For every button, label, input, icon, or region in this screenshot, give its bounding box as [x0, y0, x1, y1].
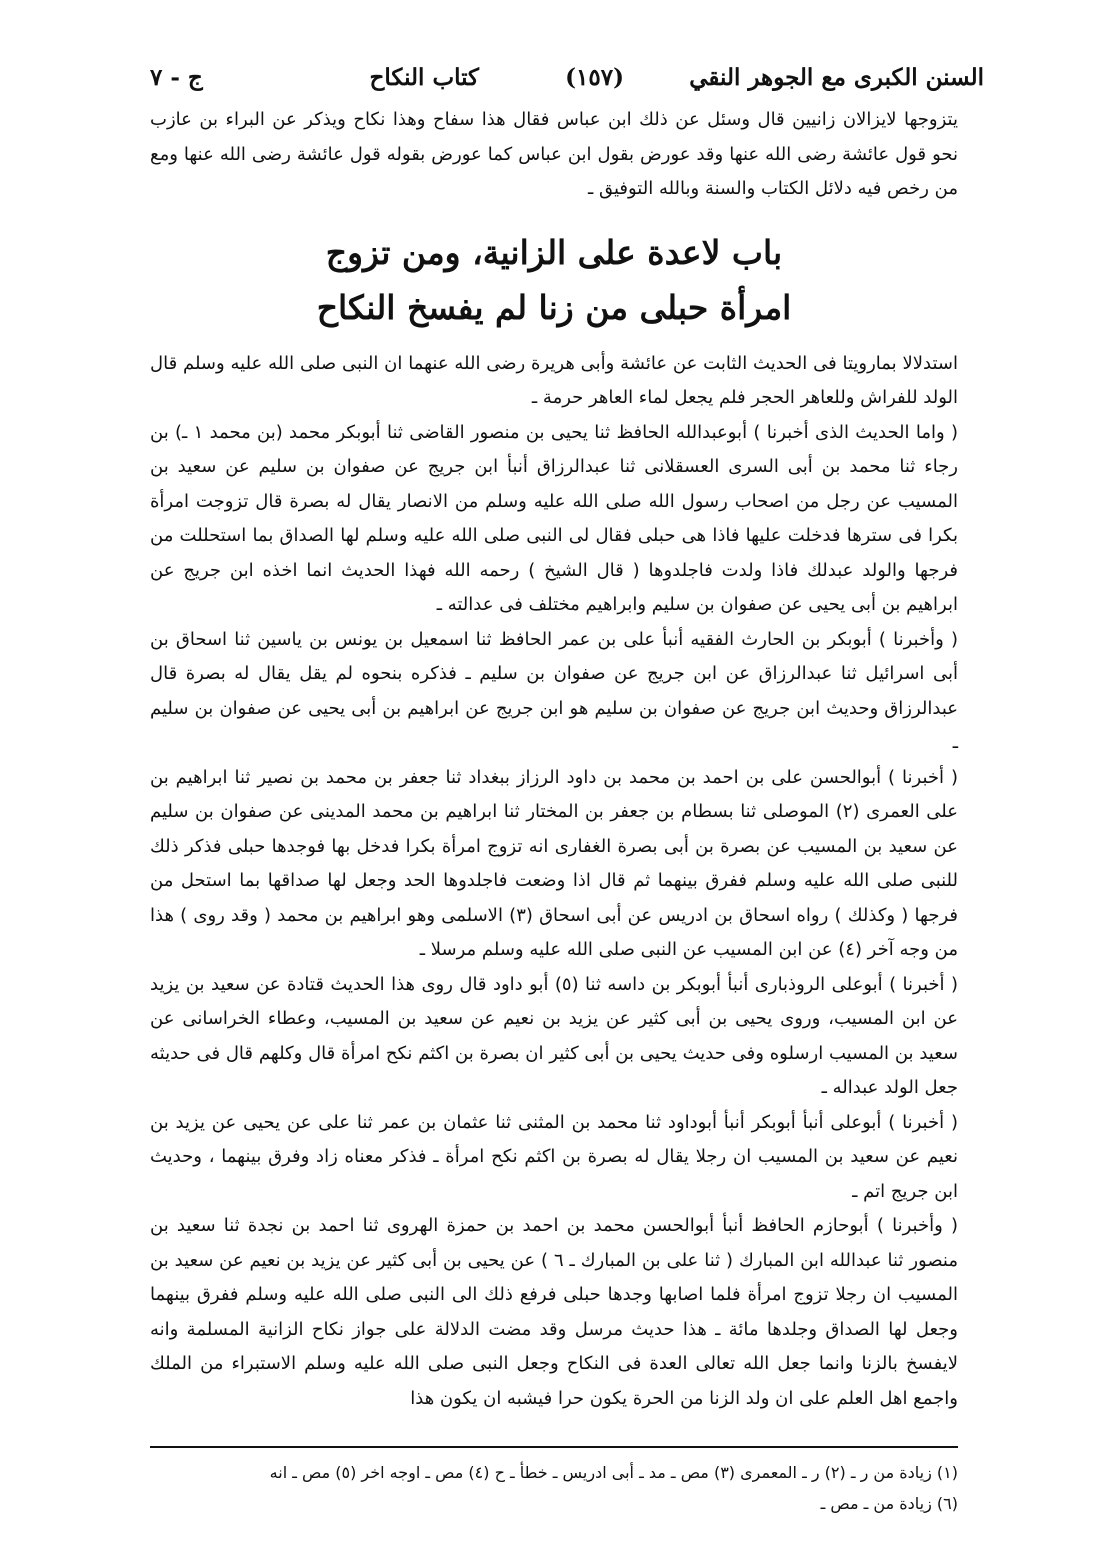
paragraph: ( وأخبرنا ) أبوبكر بن الحارث الفقيه أنبأ على بن عمر الحافظ ثنا اسمعيل بن يونس بن ياسين ثنا اسحاق بن أبى اسرائيل ثنا عبدالرزاق عن ابن جريج عن صفوان بن سليم ـ فذكره بنحوه لم يقل يقال له بصرة قال عبدالرزاق وحديث ابن جريج عن صفوان بن سليم هو ابن جريج عن ابراهيم بن أبى يحيى عن صفوان بن سليم ـ: [150, 628, 958, 753]
book-title: السنن الكبرى مع الجوهر النقي: [689, 64, 984, 91]
footnote-divider: [150, 1446, 958, 1448]
paragraph: ( أخبرنا ) أبوعلى أنبأ أبوبكر أنبأ أبوداود ثنا محمد بن المثنى ثنا عثمان بن عمر ثنا على عن يحيى عن يزيد بن نعيم عن سعيد بن المسيب ان رجلا يقال له بصرة بن اكثم نكح امرأة ـ فذكر معناه زاد وفرق بينهما ، وحديث ابن جريج اتم ـ: [150, 1111, 958, 1202]
page-number: (١٥٧): [565, 64, 624, 91]
chapter-title-line-2: امرأة حبلى من زنا لم يفسخ النكاح: [316, 287, 792, 327]
section-title: كتاب النكاح: [369, 64, 479, 91]
chapter-title: [150, 225, 958, 335]
page-header: [150, 58, 984, 102]
paragraph: ( أخبرنا ) أبوالحسن على بن احمد بن محمد بن داود الرزاز ببغداد ثنا جعفر بن محمد بن نصير ثنا ابراهيم بن على العمرى (٢) الموصلى ثنا بسطام بن جعفر بن المختار ثنا ابراهيم بن محمد المدينى عن صفوان بن سليم عن سعيد بن المسيب عن بصرة بن أبى بصرة الغفارى انه تزوج امرأة بكرا فدخل بها فوجدها حبلى فذكر ذلك للنبى صلى الله عليه وسلم ففرق بينهما ثم قال اذا وضعت فاجلدوها الحد وجعل لها صداقها بما استحل من فرجها ( وكذلك ) رواه اسحاق بن ادريس عن أبى اسحاق (٣) الاسلمى وهو ابراهيم بن محمد ( وقد روى ) هذا من وجه آخر (٤) عن ابن المسيب عن النبى صلى الله عليه وسلم مرسلا ـ: [150, 766, 958, 960]
footnote-line: (٦) زيادة من ـ مص ـ: [820, 1494, 958, 1513]
intro-paragraph: يتزوجها لايزالان زانيين قال وسئل عن ذلك ابن عباس فقال هذا سفاح وهذا نكاح ويذكر عن البراء بن عازب نحو قول عائشة رضى الله عنها وقد عورض بقول ابن عباس كما عورض بقوله قول عائشة رضى الله عنها ومع من رخص فيه دلائل الكتاب والسنة وبالله التوفيق ـ: [150, 109, 958, 199]
chapter-title-line-1: باب لاعدة على الزانية، ومن تزوج: [325, 232, 783, 272]
paragraph: ( أخبرنا ) أبوعلى الروذبارى أنبأ أبوبكر بن داسه ثنا (٥) أبو داود قال روى هذا الحديث قتادة عن سعيد بن يزيد عن ابن المسيب، وروى يحيى بن أبى كثير عن يزيد بن نعيم عن سعيد بن المسيب، وعطاء الخراسانى عن سعيد بن المسيب ارسلوه وفى حديث يحيى بن أبى كثير ان بصرة بن اكثم نكح امرأة قال وكلهم قال فى حديثه جعل الولد عبداله ـ: [150, 973, 958, 1098]
paragraph: استدلالا بمارويتا فى الحديث الثابت عن عائشة وأبى هريرة رضى الله عنهما ان النبى صلى الله عليه وسلم قال الولد للفراش وللعاهر الحجر فلم يجعل لماء العاهر حرمة ـ: [150, 352, 958, 408]
footnotes: [150, 1457, 958, 1519]
footnote-line: (١) زيادة من ر ـ (٢) ر ـ المعمرى (٣) مص ـ مد ـ أبى ادريس ـ خطأ ـ ح (٤) مص ـ اوجه اخر (٥) مص ـ انه: [269, 1463, 958, 1482]
volume-label: ج - ٧: [150, 64, 203, 91]
page-body: [150, 103, 958, 1416]
paragraph: ( واما الحديث الذى أخبرنا ) أبوعبدالله الحافظ ثنا يحيى بن منصور القاضى ثنا أبوبكر محمد (بن محمد ١ ـ) بن رجاء ثنا محمد بن أبى السرى العسقلانى ثنا عبدالرزاق أنبأ ابن جريج عن صفوان بن سليم عن سعيد بن المسيب عن رجل من اصحاب رسول الله صلى الله عليه وسلم من الانصار يقال له بصرة قال تزوجت امرأة بكرا فى سترها فدخلت عليها فاذا هى حبلى فقال لى النبى صلى الله عليه وسلم لها الصداق بما استحللت من فرجها والولد عبدلك فاذا ولدت فاجلدوها ( قال الشيخ ) رحمه الله فهذا الحديث انما اخذه ابن جريج عن ابراهيم بن أبى يحيى عن صفوان بن سليم وابراهيم مختلف فى عدالته ـ: [150, 421, 958, 615]
paragraph: ( وأخبرنا ) أبوحازم الحافظ أنبأ أبوالحسن محمد بن احمد بن حمزة الهروى ثنا احمد بن نجدة ثنا سعيد بن منصور ثنا عبدالله ابن المبارك ( ثنا على بن المبارك ـ ٦ ) عن يحيى بن أبى كثير عن يزيد بن نعيم عن سعيد بن المسيب ان رجلا تزوج امرأة فلما اصابها وجدها حبلى فرفع ذلك الى النبى صلى الله عليه وسلم ففرق بينهما وجعل لها الصداق وجلدها مائة ـ هذا حديث مرسل وقد مضت الدلالة على جواز نكاح الزانية المسلمة وانه لايفسخ بالزنا وانما جعل الله تعالى العدة فى النكاح وجعل النبى صلى الله عليه وسلم الاستبراء من الملك واجمع اهل العلم على ان ولد الزنا من الحرة يكون حرا فيشبه ان يكون هذا: [150, 1215, 958, 1409]
